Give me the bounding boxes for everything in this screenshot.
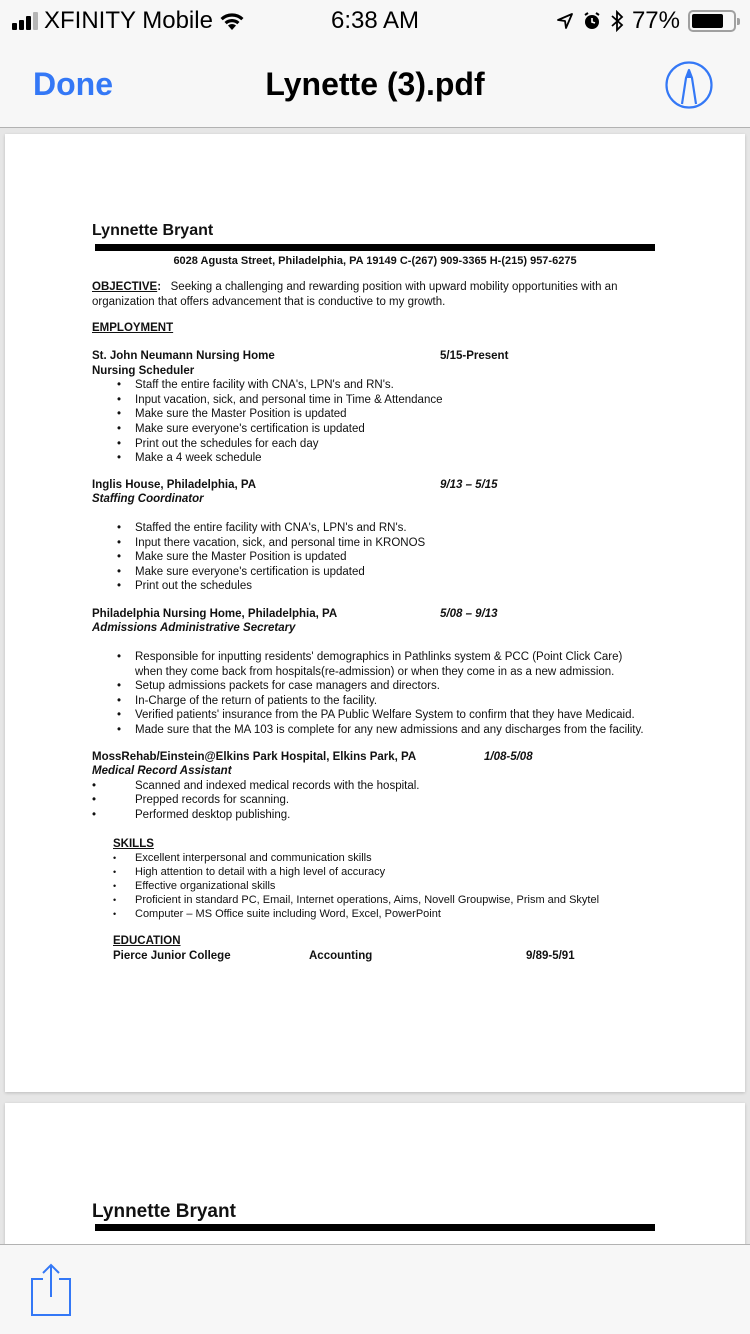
battery-percent: 77% <box>631 7 680 34</box>
list-item: • Setup admissions packets for case managers and directors. <box>92 679 652 694</box>
resume-name: Lynnette Bryant <box>92 1201 236 1222</box>
job-dates: 5/08 – 9/13 <box>440 607 498 620</box>
job-title: Admissions Administrative Secretary <box>92 622 296 635</box>
markup-pen-icon[interactable] <box>664 60 714 110</box>
list-item: • Make sure everyone's certification is updated <box>92 422 672 437</box>
list-item: • Staffed the entire facility with CNA's, LPN's and RN's. <box>92 521 672 536</box>
list-item: • Staff the entire facility with CNA's, LPN's and RN's. <box>92 378 672 393</box>
job-employer: Inglis House, Philadelphia, PA <box>92 478 257 491</box>
education-field: Accounting <box>309 949 373 962</box>
skills-list <box>113 851 672 921</box>
list-item: • In-Charge of the return of patients to the facility. <box>92 694 652 709</box>
list-item: • Performed desktop publishing. <box>92 808 672 823</box>
list-item: • Responsible for inputting residents' demographics in Pathlinks system & PCC (Point Click Care) when they come back from hospitals(re-admission) or when they come in as a new admission. <box>92 650 652 679</box>
resume-content-page-2 <box>92 1201 672 1231</box>
status-bar <box>0 0 750 40</box>
education-dates: 9/89-5/91 <box>526 949 575 962</box>
list-item: • Print out the schedules <box>92 579 672 594</box>
education-section <box>113 934 672 963</box>
resume-content <box>92 224 672 963</box>
list-item: • Print out the schedules for each day <box>92 437 672 452</box>
job-bullets <box>92 650 672 738</box>
job-employer: St. John Neumann Nursing Home <box>92 349 275 362</box>
job-bullets <box>92 521 672 594</box>
list-item: • Made sure that the MA 103 is complete for any new admissions and any discharges from the facility. <box>92 723 652 738</box>
bottom-toolbar <box>0 1244 750 1334</box>
alarm-icon <box>582 11 602 31</box>
bluetooth-icon <box>610 10 624 32</box>
skills-section <box>113 837 672 922</box>
education-heading: EDUCATION <box>113 935 181 948</box>
done-button[interactable]: Done <box>33 66 113 102</box>
list-item: • Scanned and indexed medical records with the hospital. <box>92 779 672 794</box>
job-entry <box>92 478 672 594</box>
carrier-name: XFINITY Mobile <box>44 7 213 34</box>
employment-heading: EMPLOYMENT <box>92 322 174 335</box>
job-title: Staffing Coordinator <box>92 493 204 506</box>
objective-text: Seeking a challenging and rewarding position with upward mobility opportunities with an organization that offers advancement that is conductive to my growth. <box>92 281 618 308</box>
header-rule <box>95 244 655 251</box>
list-item: • Make a 4 week schedule <box>92 451 672 466</box>
job-dates: 5/15-Present <box>440 349 509 362</box>
job-bullets <box>92 378 672 466</box>
objective-label: OBJECTIVE <box>92 281 158 294</box>
list-item: • Make sure everyone's certification is updated <box>92 565 672 580</box>
list-item: • Effective organizational skills <box>113 879 672 893</box>
list-item: • Make sure the Master Position is updated <box>92 550 672 565</box>
job-entry <box>92 750 672 823</box>
list-item: • Excellent interpersonal and communication skills <box>113 851 672 865</box>
pdf-page-1 <box>5 134 745 1092</box>
job-title: Nursing Scheduler <box>92 364 195 377</box>
job-employer: MossRehab/Einstein@Elkins Park Hospital, Elkins Park, PA <box>92 750 417 763</box>
education-school: Pierce Junior College <box>113 949 231 962</box>
contact-address: 6028 Agusta Street, Philadelphia, PA 19149 C-(267) 909-3365 H-(215) 957-6275 <box>173 254 577 267</box>
status-time: 6:38 AM <box>330 7 420 34</box>
list-item: • Input vacation, sick, and personal time in Time & Attendance <box>92 393 672 408</box>
status-right <box>556 7 736 35</box>
location-icon <box>556 12 574 30</box>
header-rule <box>95 1224 655 1231</box>
pdf-viewer[interactable] <box>0 129 750 1244</box>
list-item: • Verified patients' insurance from the PA Public Welfare System to confirm that they have Medicaid. <box>92 708 652 723</box>
list-item: • Proficient in standard PC, Email, Internet operations, Aims, Novell Groupwise, Prism and Skytel <box>113 893 672 907</box>
share-icon[interactable] <box>30 1263 72 1317</box>
document-title: Lynette (3).pdf <box>265 66 485 102</box>
objective-section: OBJECTIVE: Seeking a challenging and rewarding position with upward mobility opportunities with an organization that offers advancement that is conductive to my growth. <box>92 281 618 308</box>
job-title: Medical Record Assistant <box>92 765 232 778</box>
nav-bar <box>0 40 750 128</box>
list-item: • Make sure the Master Position is updated <box>92 407 672 422</box>
job-bullets <box>92 779 672 823</box>
resume-name: Lynnette Bryant <box>92 222 214 239</box>
list-item: • Input there vacation, sick, and personal time in KRONOS <box>92 536 672 551</box>
battery-icon <box>688 10 736 32</box>
job-entry <box>92 607 672 738</box>
list-item: • High attention to detail with a high level of accuracy <box>113 865 672 879</box>
list-item: • Computer – MS Office suite including Word, Excel, PowerPoint <box>113 907 672 921</box>
job-employer: Philadelphia Nursing Home, Philadelphia, PA <box>92 607 338 620</box>
job-dates: 1/08-5/08 <box>484 750 533 763</box>
job-entry <box>92 349 672 466</box>
pdf-page-2 <box>5 1103 745 1244</box>
skills-heading: SKILLS <box>113 837 154 850</box>
list-item: • Prepped records for scanning. <box>92 793 672 808</box>
job-dates: 9/13 – 5/15 <box>440 478 498 491</box>
